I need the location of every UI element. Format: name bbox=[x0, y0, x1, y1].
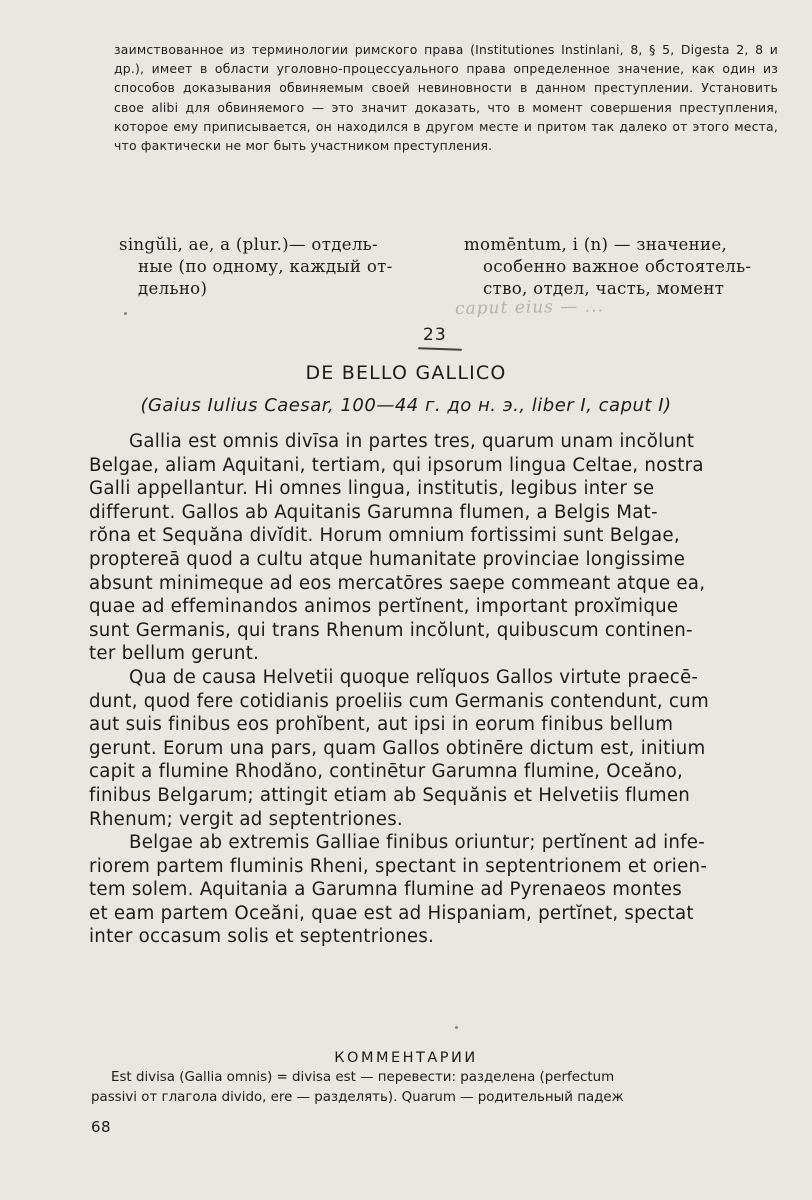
text-line: capit a flumine Rhodăno, continētur Garumna flumine, Oceăno, bbox=[89, 761, 684, 783]
vocab-line: momēntum, i (n) — значение, bbox=[464, 235, 728, 254]
commentary-line: passivi от глагола divido, ere — разделять). Quarum — родительный падеж bbox=[91, 1089, 624, 1105]
text-line: quae ad effeminandos animos pertĭnent, important proxĭmique bbox=[89, 596, 679, 618]
text-line: differunt. Gallos ab Aquitanis Garumna flumen, a Belgis Mat- bbox=[89, 501, 658, 523]
text-line: proptereā quod a cultu atque humanitate provinciae longissime bbox=[89, 548, 686, 570]
text-line: sunt Germanis, qui trans Rhenum incŏlunt, quibuscum continen- bbox=[89, 619, 693, 641]
text-line: Gallia est omnis divīsa in partes tres, quarum unam incŏlunt bbox=[129, 431, 695, 452]
footnote-block bbox=[114, 40, 778, 155]
text-line: Belgae ab extremis Galliae finibus oriuntur; pertĭnent ad infe- bbox=[129, 832, 706, 854]
text-line: absunt minimeque ad eos mercatōres saepe commeant atque ea, bbox=[89, 572, 706, 594]
vocab-line: особенно важное обстоятель- bbox=[483, 257, 752, 276]
latin-text bbox=[89, 430, 795, 949]
page-number: 23 bbox=[423, 325, 447, 345]
text-line: gerunt. Eorum una pars, quam Gallos obtinēre dictum est, initium bbox=[89, 737, 706, 759]
speck bbox=[455, 1026, 458, 1029]
text-line: ter bellum gerunt. bbox=[89, 643, 260, 665]
vocab-line: singŭli, ae, a (plur.)— отдель- bbox=[119, 235, 378, 254]
text-line: Rhenum; vergit ad septentriones. bbox=[89, 808, 403, 830]
text-line: dunt, quod fere cotidianis proeliis cum Germanis contendunt, cum bbox=[89, 690, 709, 712]
text-line: finibus Belgarum; attingit etiam ab Sequănis et Helvetiis flumen bbox=[89, 784, 691, 806]
footnote-text: заимствованное из терминологии римского права (Institutiones Instinlani, 8, § 5, Digesta 2, 8 и др.), имеет в области уголовно-процессуального права определенное значение, как один из способов доказывания обвиняемым своей невиновности в данном преступлении. Установить свое alibi для обвиняемого — это значит доказать, что в момент совершения преступления, которое ему приписывается, он находился в другом месте и притом так далеко от этого места, что фактически не мог быть участником преступления. bbox=[114, 42, 778, 154]
page-number-underline bbox=[418, 347, 462, 351]
speck bbox=[124, 312, 127, 315]
text-line: inter occasum solis et septentriones. bbox=[89, 926, 435, 948]
text-line: rŏna et Sequăna divĭdit. Horum omnium fortissimi sunt Belgae, bbox=[89, 525, 680, 547]
text-line: Qua de causa Helvetii quoque relĭquos Gallos virtute praecē- bbox=[129, 666, 699, 688]
section-subtitle: (Gaius Iulius Caesar, 100—44 г. до н. э., liber I, caput I) bbox=[140, 395, 672, 416]
folio-number: 68 bbox=[91, 1118, 112, 1136]
text-line: riorem partem fluminis Rheni, spectant in septentrionem et orien- bbox=[89, 855, 708, 877]
vocab-line: ные (по одному, каждый от- bbox=[138, 257, 393, 276]
commentary-text bbox=[91, 1068, 791, 1107]
vocab-line: дельно) bbox=[138, 279, 208, 298]
vocab-entry-momentum bbox=[464, 234, 794, 300]
text-line: Galli appellantur. Hi omnes lingua, institutis, legibus inter se bbox=[89, 478, 655, 500]
commentary-line: Est divisa (Gallia omnis) = divisa est — перевести: разделена (perfectum bbox=[111, 1070, 615, 1085]
pencil-annotation: caput eius — ... bbox=[454, 296, 605, 319]
vocab-entry-singuli bbox=[119, 234, 449, 300]
text-line: tem solem. Aquitania a Garumna flumine ad Pyrenaeos montes bbox=[89, 879, 682, 901]
commentary-heading: КОММЕНТАРИИ bbox=[334, 1050, 478, 1066]
text-line: Belgae, aliam Aquitani, tertiam, qui ipsorum lingua Celtae, nostra bbox=[89, 454, 704, 476]
section-title: DE BELLO GALLICO bbox=[305, 362, 507, 384]
vocab-line: ство, отдел, часть, момент bbox=[483, 279, 725, 298]
text-line: et eam partem Oceăni, quae est ad Hispaniam, pertĭnet, spectat bbox=[89, 902, 694, 924]
text-line: aut suis finibus eos prohĭbent, aut ipsi in eorum finibus bellum bbox=[89, 714, 674, 736]
